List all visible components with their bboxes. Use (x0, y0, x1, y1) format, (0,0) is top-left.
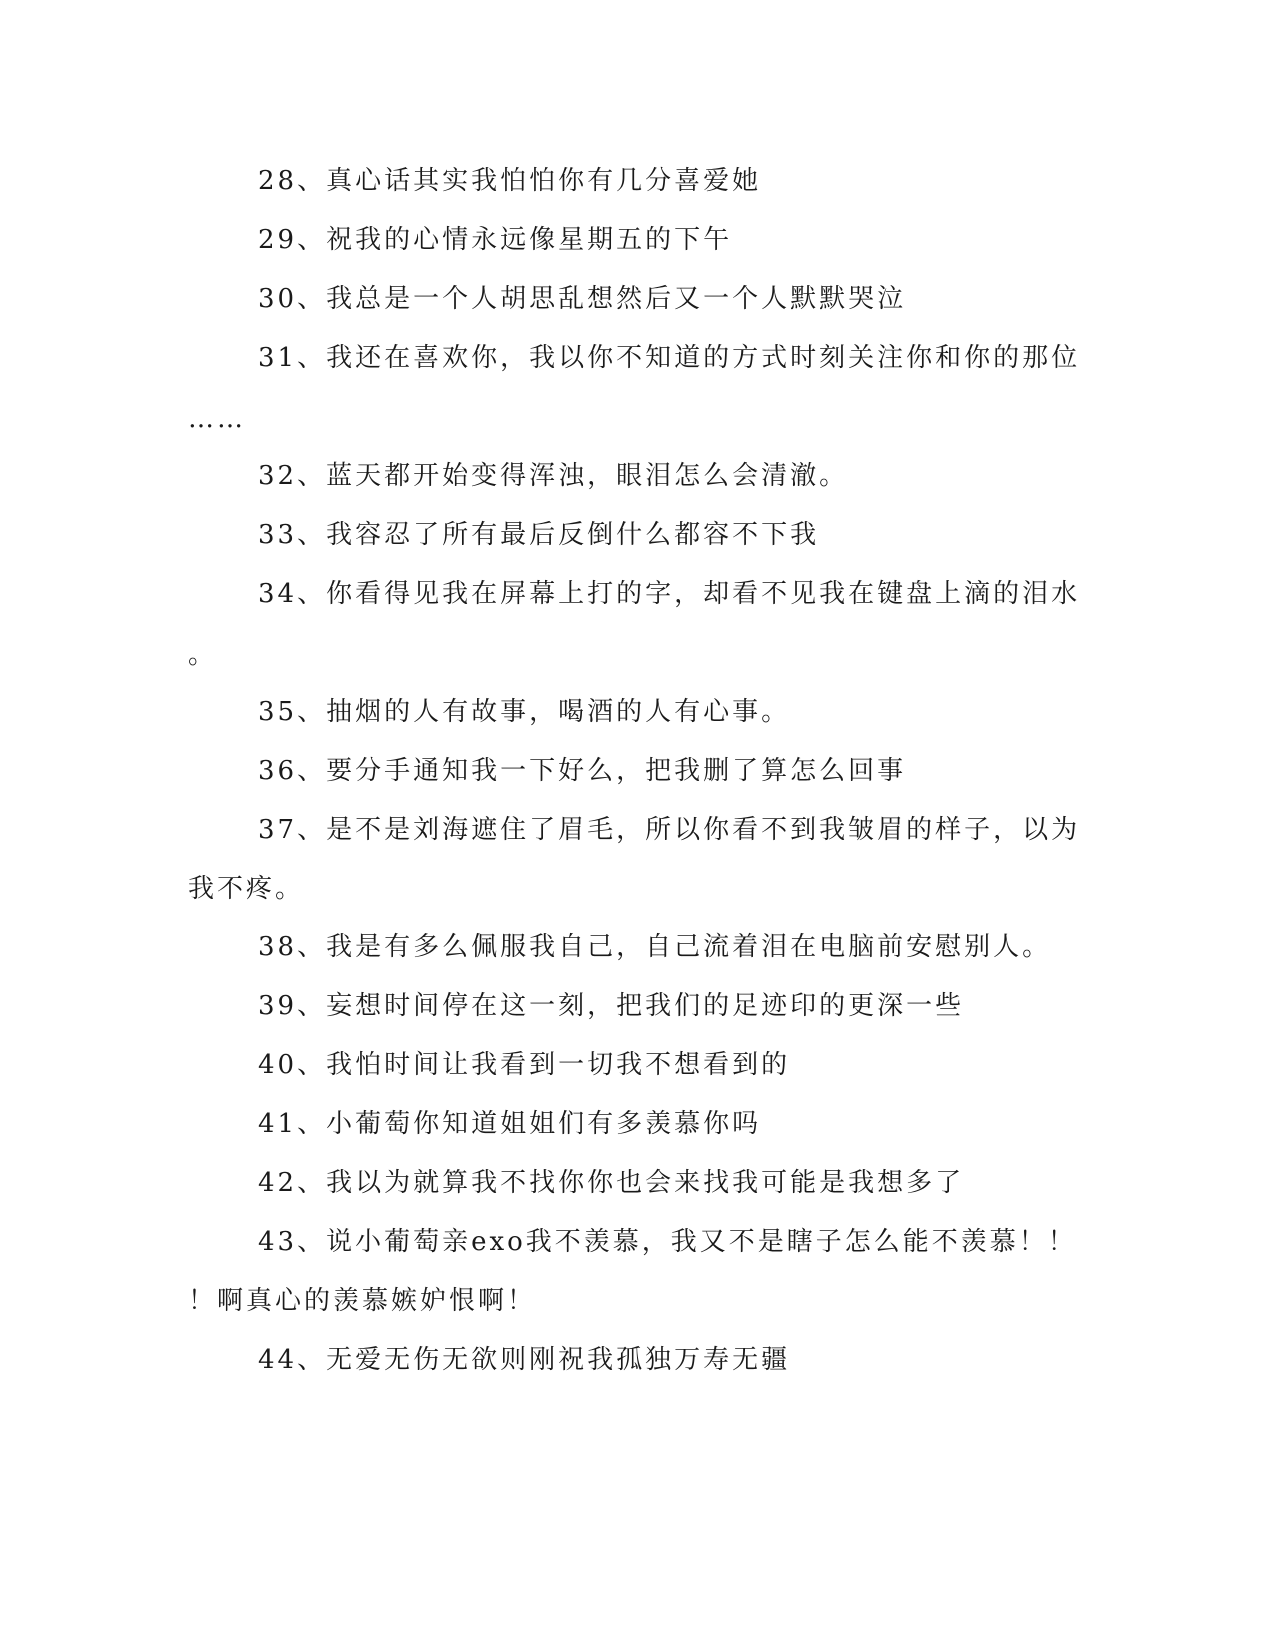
text-line: 42、我以为就算我不找你你也会来找我可能是我想多了 (258, 1168, 965, 1198)
text-line-continuation: …… (188, 404, 246, 434)
text-line: 36、要分手通知我一下好么，把我删了算怎么回事 (258, 756, 907, 786)
text-line: 43、说小葡萄亲exo我不羡慕，我又不是瞎子怎么能不羡慕！！ (258, 1227, 1077, 1257)
text-line: 33、我容忍了所有最后反倒什么都容不下我 (258, 520, 820, 550)
text-line-continuation: ！啊真心的羡慕嫉妒恨啊！ (188, 1286, 537, 1316)
text-line: 34、你看得见我在屏幕上打的字，却看不见我在键盘上滴的泪水 (258, 579, 1081, 609)
text-line: 41、小葡萄你知道姐姐们有多羡慕你吗 (258, 1109, 762, 1139)
text-line: 32、蓝天都开始变得浑浊，眼泪怎么会清澈。 (258, 461, 849, 491)
text-line: 44、无爱无伤无欲则刚祝我孤独万寿无疆 (258, 1345, 791, 1375)
text-line: 39、妄想时间停在这一刻，把我们的足迹印的更深一些 (258, 991, 965, 1021)
text-line: 40、我怕时间让我看到一切我不想看到的 (258, 1050, 791, 1080)
text-line: 30、我总是一个人胡思乱想然后又一个人默默哭泣 (258, 284, 907, 314)
text-line: 37、是不是刘海遮住了眉毛，所以你看不到我皱眉的样子，以为 (258, 815, 1081, 845)
text-line: 35、抽烟的人有故事，喝酒的人有心事。 (258, 697, 791, 727)
text-line: 28、真心话其实我怕怕你有几分喜爱她 (258, 166, 762, 196)
text-line-continuation: 。 (188, 640, 218, 670)
text-line-continuation: 我不疼。 (188, 874, 305, 904)
text-line: 29、祝我的心情永远像星期五的下午 (258, 225, 733, 255)
text-line: 31、我还在喜欢你，我以你不知道的方式时刻关注你和你的那位 (258, 343, 1081, 373)
text-line: 38、我是有多么佩服我自己，自己流着泪在电脑前安慰别人。 (258, 932, 1052, 962)
